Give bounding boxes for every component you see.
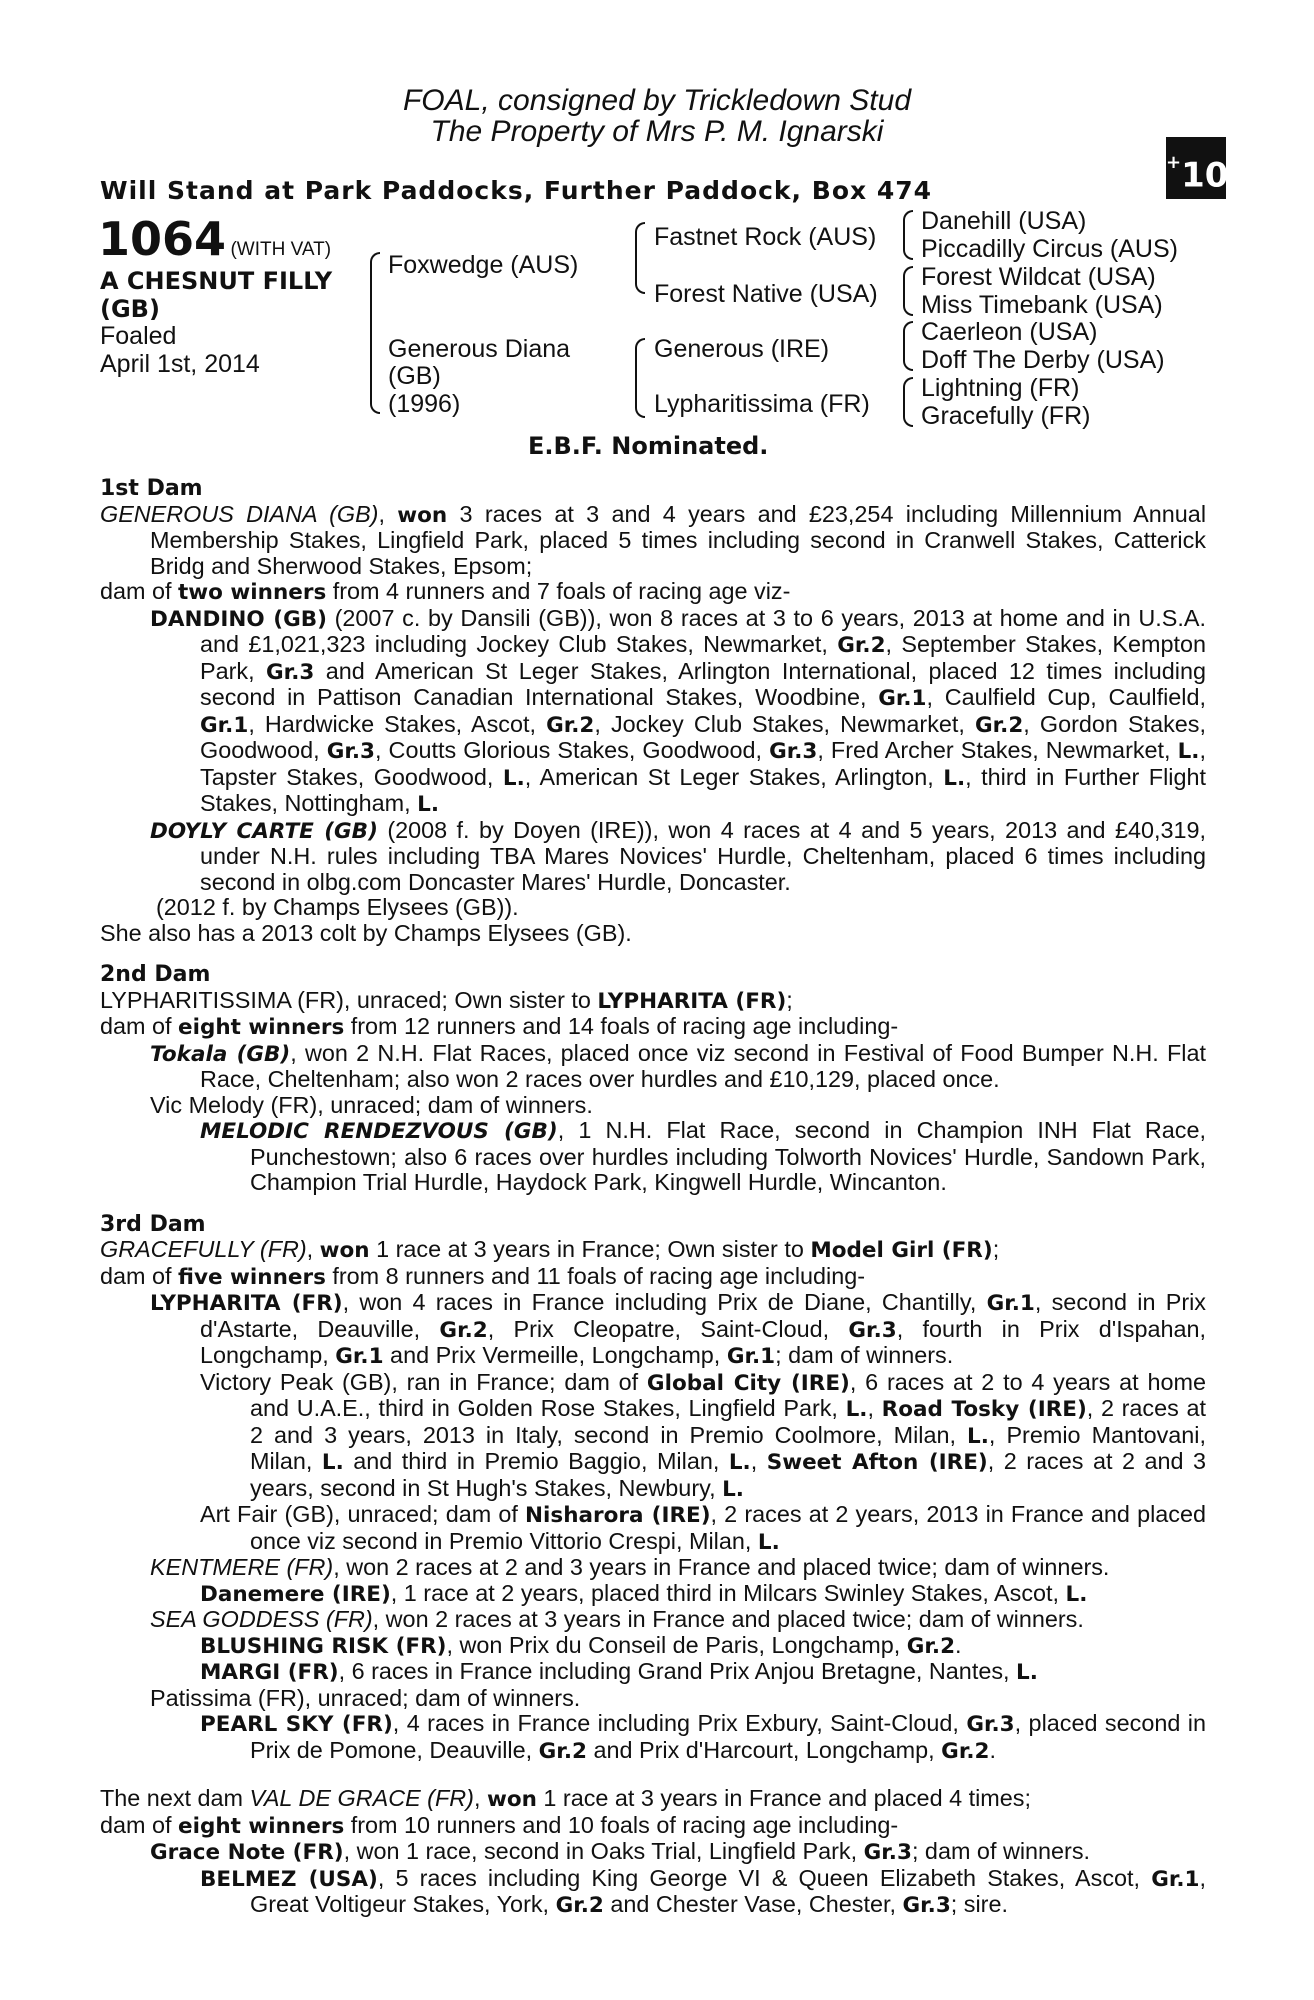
catalogue-badge [1166, 137, 1229, 199]
text-run: L. [845, 1397, 868, 1422]
foaled-date: April 1st, 2014 [100, 350, 260, 378]
dd-sire: Lightning (FR) [921, 374, 1080, 402]
text-run: from 12 runners and 14 foals of racing age including- [344, 1013, 899, 1039]
text-run: 3 races at 3 and 4 years and £23,254 including Millennium Annual Membership Stakes, Lingfield Park, placed 5 times including second in Cranwell Stakes, Catterick Bridg and Sherwood Stakes, Epsom; [150, 500, 1207, 579]
produce-vic-melody [100, 1093, 1206, 1119]
foaled-label: Foaled [100, 322, 177, 350]
text-run: , Tapster Stakes, Goodwood, [200, 737, 1206, 790]
text-run: and Prix Vermeille, Longchamp, [383, 1342, 727, 1368]
text-run: Gr.1 [986, 1291, 1035, 1316]
text-run: , Hardwicke Stakes, Ascot, [248, 710, 547, 737]
ss-dam: Piccadilly Circus (AUS) [921, 235, 1178, 263]
text-run: Vic Melody (FR), unraced; dam of winners. [150, 1091, 593, 1118]
text-run: Patissima (FR), unraced; dam of winners. [150, 1684, 581, 1711]
brace-ds [903, 321, 913, 371]
text-run: , Coutts Glorious Stakes, Goodwood, [375, 737, 770, 763]
brace-sd [903, 266, 913, 316]
produce-sea-goddess [100, 1607, 1206, 1633]
text-run: two winners [178, 580, 327, 605]
text-run: SEA GODDESS (FR) [150, 1606, 373, 1632]
pedigree-brace-sire [635, 222, 645, 294]
produce-doyly-carte [100, 818, 1206, 896]
text-run: . [989, 1736, 996, 1763]
produce-patissima [100, 1686, 1206, 1712]
text-run: LYPHARITA (FR) [597, 988, 787, 1014]
text-run: Art Fair (GB), unraced; dam of [200, 1501, 526, 1527]
text-run: Gr.2 [837, 633, 886, 658]
sire-dam: Forest Native (USA) [654, 280, 878, 308]
text-run: , won 2 races at 3 years in France and placed twice; dam of winners. [372, 1606, 1084, 1632]
text-run: Sweet Afton (IRE) [766, 1450, 988, 1475]
text-run: L. [967, 1423, 989, 1449]
text-run: L. [1065, 1581, 1088, 1607]
text-run: , 4 races in France including Prix Exbury, Saint-Cloud, [392, 1710, 967, 1736]
text-run: , third in Further Flight Stakes, Nottingham, [200, 763, 1206, 816]
third-dam-heading: 3rd Dam [100, 1211, 206, 1237]
pedigree-brace-dam [635, 338, 645, 418]
text-run: Gr.2 [546, 712, 595, 738]
lot-origin: (GB) [100, 295, 160, 323]
text-run: Gr.3 [966, 1712, 1015, 1737]
text-run: Gr.2 [538, 1738, 587, 1764]
text-run: She also has a 2013 colt by Champs Elysees (GB). [100, 919, 632, 946]
text-run: , Jockey Club Stakes, Newmarket, [594, 710, 975, 737]
text-run: . [955, 1631, 962, 1658]
text-run: Global City (IRE) [646, 1370, 850, 1396]
text-run: MELODIC RENDEZVOUS (GB) [200, 1119, 558, 1144]
text-run: ; dam of winners. [775, 1342, 954, 1368]
text-run: Gr.3 [848, 1317, 897, 1343]
text-run: L. [321, 1450, 344, 1475]
text-run: LYPHARITISSIMA (FR), unraced; Own sister to [100, 986, 598, 1013]
text-run: , 2 races at 2 years, 2013 in France and placed once viz second in Premio Vittorio Crespi, Milan, [250, 1501, 1206, 1554]
vat-note: (WITH VAT) [230, 239, 332, 260]
first-dam-heading: 1st Dam [100, 476, 203, 501]
produce-kentmere [100, 1555, 1206, 1581]
text-run: dam of [100, 1811, 179, 1838]
text-run: Gr.1 [1151, 1866, 1200, 1892]
dam-year: (1996) [388, 390, 461, 418]
text-run: 1 race at 3 years in France and placed 4 times; [536, 1785, 1031, 1811]
text-run: , 1 race at 2 years, placed third in Milcars Swinley Stakes, Ascot, [390, 1579, 1066, 1606]
text-run: , American St Leger Stakes, Arlington, [524, 763, 944, 790]
text-run: , 5 races including King George VI & Queen Elizabeth Stakes, Ascot, [377, 1864, 1152, 1891]
text-run: BELMEZ (USA) [200, 1866, 378, 1892]
text-run: L. [417, 792, 439, 817]
text-run: Gr.3 [326, 739, 375, 764]
text-run: , 2 races at 2 and 3 years, second in St Hugh's Stakes, Newbury, [250, 1448, 1207, 1501]
text-run: 1 race at 3 years in France; Own sister to [369, 1236, 811, 1262]
ds-dam: Doff The Derby (USA) [921, 346, 1165, 374]
text-run: and Chester Vase, Chester, [603, 1891, 903, 1917]
badge-sup: + [1166, 152, 1182, 173]
text-run: from 8 runners and 11 foals of racing age including- [325, 1262, 866, 1289]
stand-location: Will Stand at Park Paddocks, Further Paddock, Box 474 [100, 176, 933, 205]
text-run: Tokala (GB) [150, 1041, 291, 1067]
text-run: VAL DE GRACE (FR) [249, 1785, 474, 1811]
text-run: L. [502, 765, 525, 791]
brace-ss [903, 210, 913, 260]
text-run: LYPHARITA (FR) [150, 1291, 343, 1316]
produce-2013-colt [100, 921, 1206, 947]
text-run: , [473, 1785, 487, 1811]
text-run: , won 2 N.H. Flat Races, placed once viz second in Festival of Food Bumper N.H. Flat Race, Cheltenham; also won 2 races over hurdles and £10,129, placed once. [200, 1039, 1206, 1092]
dam-name: Generous Diana [388, 335, 571, 363]
text-run: , second in Prix d'Astarte, Deauville, [200, 1289, 1206, 1342]
text-run: Gr.3 [863, 1840, 912, 1865]
text-run: won [486, 1787, 537, 1812]
third-dam-produce-summary [100, 1264, 1206, 1291]
text-run: Gr.2 [555, 1893, 604, 1918]
text-run: , placed second in Prix de Pomone, Deauville, [250, 1710, 1206, 1763]
text-run: , 2 races at 2 and 3 years, 2013 in Italy, second in Premio Coolmore, Milan, [250, 1395, 1206, 1448]
second-dam-produce-summary [100, 1014, 1206, 1041]
text-run: , Great Voltigeur Stakes, York, [250, 1864, 1206, 1917]
text-run: Model Girl (FR) [810, 1238, 993, 1263]
text-run: Road Tosky (IRE) [881, 1397, 1087, 1422]
text-run: , 6 races in France including Grand Prix Anjou Bretagne, Nantes, [338, 1658, 1017, 1684]
text-run: dam of [100, 1013, 179, 1039]
text-run: , [867, 1395, 882, 1421]
text-run: from 4 runners and 7 foals of racing age viz- [326, 578, 791, 604]
text-run: L. [1177, 739, 1200, 764]
text-run: ; dam of winners. [911, 1838, 1091, 1864]
text-run: Gr.3 [769, 739, 818, 764]
text-run: won [319, 1238, 370, 1263]
text-run: Gr.1 [726, 1344, 776, 1369]
text-run: , Prix Cleopatre, Saint-Cloud, [487, 1315, 849, 1342]
produce-lypharita [100, 1290, 1206, 1370]
text-run: Grace Note (FR) [150, 1840, 344, 1865]
badge-number: 10 [1181, 155, 1229, 196]
text-run: five winners [178, 1264, 326, 1290]
text-run: GRACEFULLY (FR) [100, 1236, 307, 1262]
second-dam-record [100, 988, 1206, 1015]
third-dam-record [100, 1237, 1206, 1264]
produce-dandino [100, 606, 1206, 818]
dam-sire: Generous (IRE) [654, 335, 830, 363]
produce-margi [100, 1659, 1206, 1686]
produce-tokala [100, 1041, 1206, 1093]
text-run: Gr.2 [906, 1633, 956, 1659]
text-run: Gr.2 [439, 1317, 488, 1343]
text-run: (2008 f. by Doyen (IRE)), won 4 races at 4 and 5 years, 2013 and £40,319, under N.H. rules including TBA Mares Novices' Hurdle, Cheltenham, placed 6 times including second in olbg.com Doncaster Mares' Hurdle, Doncaster. [200, 816, 1206, 895]
text-run: (2012 f. by Champs Elysees (GB)). [156, 894, 519, 920]
text-run: , Premio Mantovani, Milan, [250, 1421, 1206, 1474]
produce-danemere [100, 1581, 1206, 1608]
produce-belmez [100, 1866, 1206, 1919]
text-run: Gr.2 [974, 712, 1024, 738]
text-run: Gr.1 [200, 712, 249, 738]
sd-dam: Miss Timebank (USA) [921, 291, 1163, 319]
catalogue-body [100, 476, 1206, 1919]
text-run: Gr.1 [878, 686, 927, 711]
produce-2012-filly [100, 895, 1206, 921]
text-run: ; [786, 986, 793, 1013]
produce-melodic-rendezvous [100, 1118, 1206, 1196]
text-run: Gr.2 [941, 1738, 990, 1764]
brace-dd [903, 377, 913, 427]
text-run: MARGI (FR) [200, 1660, 339, 1685]
produce-blushing-risk [100, 1633, 1206, 1660]
text-run: , Fred Archer Stakes, Newmarket, [817, 737, 1178, 763]
text-run: PEARL SKY (FR) [200, 1712, 393, 1737]
lot-description: A CHESNUT FILLY [100, 267, 333, 295]
produce-art-fair [100, 1502, 1206, 1555]
text-run: , Gordon Stakes, Goodwood, [200, 710, 1206, 763]
text-run: BLUSHING RISK (FR) [200, 1633, 447, 1659]
text-run: , fourth in Prix d'Ispahan, Longchamp, [200, 1315, 1206, 1368]
text-run: , 6 races at 2 to 4 years at home and U.A.E., third in Golden Rose Stakes, Lingfield Park, [250, 1368, 1206, 1421]
text-run: Gr.3 [266, 659, 315, 685]
text-run: , won 4 races in France including Prix de Diane, Chantilly, [342, 1289, 987, 1315]
text-run: eight winners [178, 1015, 345, 1040]
ebf-note: E.B.F. Nominated. [528, 432, 769, 460]
text-run: Gr.3 [902, 1893, 951, 1918]
text-run: ; sire. [950, 1891, 1008, 1917]
next-dam-record [100, 1786, 1206, 1813]
text-run: from 10 runners and 10 foals of racing age including- [344, 1811, 899, 1838]
dam-dam: Lypharitissima (FR) [654, 390, 870, 418]
text-run: Gr.1 [335, 1344, 384, 1369]
ds-sire: Caerleon (USA) [921, 318, 1098, 346]
first-dam-record [100, 502, 1206, 580]
text-run: dam of [100, 578, 179, 604]
text-run: Danemere (IRE) [200, 1581, 391, 1607]
produce-grace-note [100, 1839, 1206, 1866]
text-run: and Prix d'Harcourt, Longchamp, [586, 1736, 942, 1763]
text-run: Victory Peak (GB), ran in France; dam of [200, 1368, 647, 1395]
text-run: L. [722, 1476, 744, 1502]
produce-victory-peak [100, 1370, 1206, 1503]
dam-origin: (GB) [388, 362, 441, 390]
text-run: L. [757, 1529, 780, 1555]
text-run: , September Stakes, Kempton Park, [200, 631, 1206, 684]
text-run: , won 2 races at 2 and 3 years in France and placed twice; dam of winners. [333, 1554, 1110, 1580]
text-run: , [306, 1236, 320, 1262]
text-run: , won Prix du Conseil de Paris, Longchamp, [446, 1631, 907, 1658]
sd-sire: Forest Wildcat (USA) [921, 263, 1156, 291]
text-run: , won 1 race, second in Oaks Trial, Lingfield Park, [343, 1838, 864, 1864]
text-run: KENTMERE (FR) [150, 1554, 334, 1580]
property-line: The Property of Mrs P. M. Ignarski [430, 115, 884, 148]
text-run: (2007 c. by Dansili (GB)), won 8 races at 3 to 6 years, 2013 at home and in U.S.A. and £1,021,323 including Jockey Club Stakes, Newmarket, [200, 604, 1206, 657]
text-run: L. [1016, 1660, 1038, 1685]
sire-name: Foxwedge (AUS) [388, 251, 579, 279]
next-dam-produce-summary [100, 1813, 1206, 1840]
second-dam-heading: 2nd Dam [100, 962, 211, 987]
text-run: , [378, 500, 398, 527]
text-run: L. [943, 765, 966, 791]
text-run: The next dam [100, 1785, 250, 1811]
text-run: dam of [100, 1262, 179, 1289]
text-run: won [397, 502, 448, 528]
sire-sire: Fastnet Rock (AUS) [654, 223, 877, 251]
text-run: L. [728, 1450, 751, 1475]
text-run: , [750, 1448, 767, 1474]
text-run: eight winners [178, 1813, 345, 1839]
text-run: DANDINO (GB) [150, 606, 327, 632]
lot-number: 1064 [98, 212, 227, 266]
text-run: and third in Premio Baggio, Milan, [343, 1448, 729, 1474]
text-run: ; [992, 1236, 1000, 1262]
first-dam-produce-summary [100, 579, 1206, 606]
pedigree-brace-main [370, 252, 380, 414]
text-run: DOYLY CARTE (GB) [150, 818, 378, 844]
text-run: , Caulfield Cup, Caulfield, [926, 684, 1206, 710]
produce-pearl-sky [100, 1711, 1206, 1764]
consignor-line: FOAL, consigned by Trickledown Stud [402, 84, 912, 117]
text-run: Nisharora (IRE) [525, 1503, 711, 1528]
text-run: GENEROUS DIANA (GB) [100, 500, 379, 527]
lot-number-block [98, 212, 331, 266]
dd-dam: Gracefully (FR) [921, 402, 1091, 430]
text-run: and American St Leger Stakes, Arlington International, placed 12 times including second in Pattison Canadian International Stakes, Woodbine, [200, 657, 1206, 710]
text-run: , 1 N.H. Flat Race, second in Champion INH Flat Race, Punchestown; also 6 races over hurdles including Tolworth Novices' Hurdle, Sandown Park, Champion Trial Hurdle, Haydock Park, Kingwell Hurdle, Wincanton. [250, 1117, 1206, 1195]
ss-sire: Danehill (USA) [921, 207, 1087, 235]
